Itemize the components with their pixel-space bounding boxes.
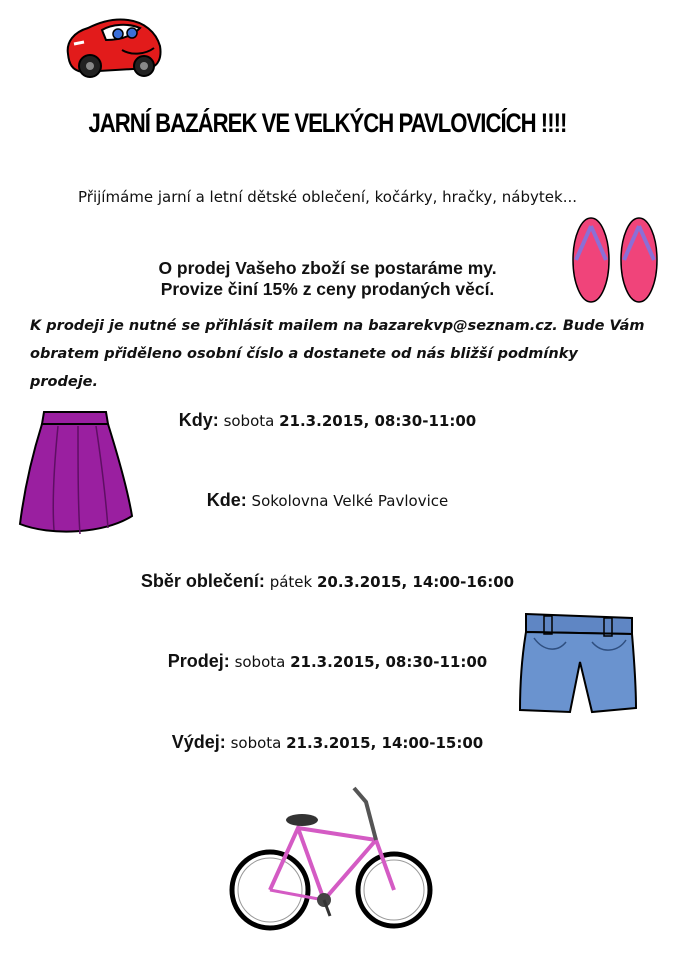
collection-label: Sběr oblečení: xyxy=(140,571,265,591)
page-title: JARNÍ BAZÁREK VE VELKÝCH PAVLOVICÍCH !!!! xyxy=(88,108,567,138)
where-label: Kde: xyxy=(206,490,247,510)
bicycle-illustration xyxy=(226,784,434,934)
registration-note xyxy=(30,312,650,396)
where-value: Sokolovna Velké Pavlovice xyxy=(251,492,449,510)
offer-line-2: Provize činí 15% z ceny prodaných věcí. xyxy=(160,279,495,299)
pickup-day: sobota xyxy=(230,734,282,752)
note-line-1: K prodeji je nutné se přihlásit mailem na bazarekvp@seznam.cz. Bude Vám xyxy=(30,318,645,334)
sale-label: Prodej: xyxy=(167,651,230,671)
schedule-collection xyxy=(0,571,655,592)
note-line-2: obratem přiděleno osobní číslo a dostanete od nás bližší podmínky prodeje. xyxy=(30,346,578,390)
when-label: Kdy: xyxy=(178,410,219,430)
pickup-label: Výdej: xyxy=(171,732,226,752)
offer-line-1: O prodej Vašeho zboží se postaráme my. xyxy=(158,258,497,278)
collection-value: 20.3.2015, 14:00-16:00 xyxy=(317,573,515,591)
sale-day: sobota xyxy=(234,653,286,671)
schedule-pickup xyxy=(0,732,655,753)
when-value: 21.3.2015, 08:30-11:00 xyxy=(279,412,477,430)
collection-day: pátek xyxy=(269,573,313,591)
sale-value: 21.3.2015, 08:30-11:00 xyxy=(290,653,488,671)
intro-text: Přijímáme jarní a letní dětské oblečení, kočárky, hračky, nábytek... xyxy=(78,188,577,206)
pickup-value: 21.3.2015, 14:00-15:00 xyxy=(286,734,484,752)
schedule-where xyxy=(0,490,655,511)
schedule-sale xyxy=(0,651,655,672)
car-illustration xyxy=(62,14,164,82)
when-day: sobota xyxy=(223,412,275,430)
schedule-when xyxy=(0,410,655,431)
